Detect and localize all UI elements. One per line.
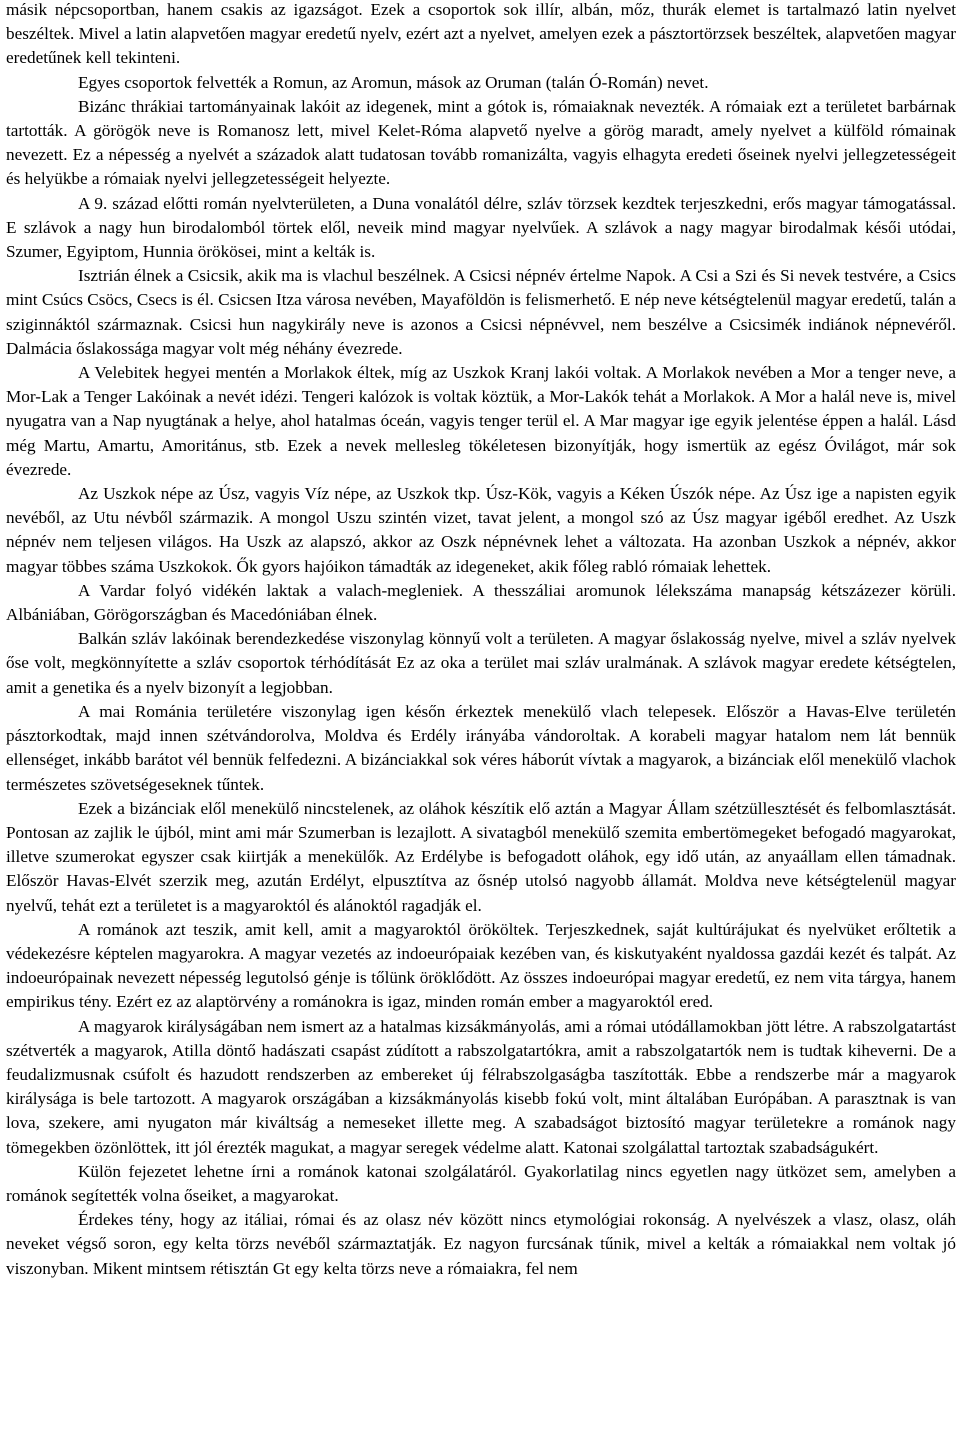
paragraph: Ezek a bizánciak elől menekülő nincstelenek, az oláhok készítik elő aztán a Magyar Állam szétzüllesztését és felbomlasztását. Pontosan az zajlik le újból, mint ami már Szumerban is lezajlott. A sivatagból menekülő szemita embertömegeket befogadó magyarokat, illetve szumerokat egyszer csak kiirtják a menekülők. Az Erdélybe is befogadott oláhok, egy idő után, az anyaállam ellen támadnak. Először Havas-Elvét szerzik meg, azután Erdélyt, elpusztítva az ősnép utolsó nagyobb államát. Moldva neve kétségtelenül magyar nyelvű, tehát ezt a területet is a magyaroktól és alánoktól ragadják el. bbox=[6, 798, 956, 915]
paragraph: Balkán szláv lakóinak berendezkedése viszonylag könnyű volt a területen. A magyar őslakosság nyelve, mivel a szláv nyelvek őse volt, megkönnyítette a szláv csoportok térhódítását Ez az oka a terület mai szláv uralmának. A szlávok magyar eredete kétségtelen, amit a genetika és a nyelv bizonyít a legjobban. bbox=[6, 629, 956, 697]
paragraph: A mai Románia területére viszonylag igen későn érkeztek menekülő vlach telepesek. Először a Havas-Elve területén pásztorkodtak, majd innen szétvándorolva, Moldva és Erdély irányába vándoroltak. A korabeli magyar hatalom nem lát bennük ellenséget, inkább barátot vél bennük felfedezni. A bizánciakkal sok véres háborút vívtak a magyarok, a bizánciak elől menekülő vlachok természetes szövetségeseknek tűntek. bbox=[6, 701, 956, 794]
document-page bbox=[6, 0, 956, 1281]
paragraph: Külön fejezetet lehetne írni a románok katonai szolgálatáról. Gyakorlatilag nincs egyetlen nagy ütközet sem, amelyben a románok segítették volna őseiket, a magyarokat. bbox=[6, 1161, 956, 1205]
paragraph: Egyes csoportok felvették a Romun, az Aromun, mások az Oruman (talán Ó-Román) nevet. bbox=[78, 72, 709, 92]
paragraph: Az Uszkok népe az Úsz, vagyis Víz népe, az Uszkok tkp. Úsz-Kök, vagyis a Kéken Úszók népe. Az Úsz ige a napisten egyik nevéből, az Utu névből származik. A mongol Uszu szintén vizet, tavat jelent, a mongol szó az Úsz magyar igéből eredhet. Az Uszk népnév nem teljesen világos. Ha Uszk az alapszó, akkor az Oszk népnévnek lehet a változata. Ha azonban Uszkok a népnév, akkor magyar többes száma Uszkokok. Ők gyors hajóikon támadták az idegeneket, akik főleg rabló rómaiak lehettek. bbox=[6, 484, 956, 576]
paragraph: Bizánc thrákiai tartományainak lakóit az idegenek, mint a gótok is, rómaiaknak nevezték. A rómaiak ezt a területet barbárnak tartották. A görögök neve is Romanosz lett, mivel Kelet-Róma alapvető nyelve a görög maradt, amely nyelvet a külföld rómainak nevezett. Ez a népesség a nyelvét a századok alatt tudatosan tovább romanizálta, vagyis elhagyta eredeti őseinek nyelvi jellegzetességeit és helyükbe a rómaiak nyelvi jellegzetességeit helyezte. bbox=[6, 96, 956, 189]
paragraph: A magyarok királyságában nem ismert az a hatalmas kizsákmányolás, ami a római utódállamokban jött létre. A rabszolgatartást szétverték a magyarok, Atilla döntő hadászati csapást zúdított a rabszolgatartókra, amit a rabszolgatartók nem is tudtak kiheverni. De a feudalizmusnak csúfolt és hazudott rendszerben az embereket új félrabszolgaságba taszították. Ebbe a rendszerbe már a magyarok királysága is bele tartozott. A magyarok országában a kizsákmányolás kisebb fokú volt, mint általában Európában. A parasztnak is van lova, szekere, ami nyugaton már kiváltság a nemeseket illette meg. A szabadságot biztosító magyar területekre a románok nagy tömegekben özönlöttek, itt jól érezték magukat, a magyar seregek védelme alatt. Katonai szolgálattal tartoztak szabadságukért. bbox=[6, 1016, 956, 1157]
paragraph: A románok azt teszik, amit kell, amit a magyaroktól örököltek. Terjeszkednek, saját kultúrájukat és nyelvüket erőltetik a védekezésre képtelen magyarokra. A magyar vezetés az indoeurópaiak kezében van, és kiskutyaként nyaldossa gazdái kezét és talpát. Az indoeurópainak nevezett népesség legutolsó génje is tőlünk öröklődött. Az összes indoeurópai magyar eredetű, ez nem vita tárgya, hanem empirikus tény. Ezért ez az alaptörvény a románokra is igaz, minden román ember a magyaroktól ered. bbox=[6, 919, 956, 1012]
paragraph: Isztrián élnek a Csicsik, akik ma is vlachul beszélnek. A Csicsi népnév értelme Napok. A Csi a Szi és Si nevek testvére, a Csics mint Csúcs Csöcs, Csecs is él. Csicsen Itza városa nevében, Mayaföldön is felismerhető. E nép neve kétségtelenül magyar eredetű, talán a sziginnáktól származnak. Csicsi hun nagykirály neve is azonos a Csicsi népnévvel, nem beszélve a Csicsimék indiánok népnevéről. Dalmácia őslakossága magyar volt még néhány évezrede. bbox=[6, 266, 956, 358]
paragraph: A 9. század előtti román nyelvterületen, a Duna vonalától délre, szláv törzsek kezdtek terjeszkedni, erős magyar támogatással. E szlávok a nagy hun birodalomból törtek elől, neveik mind magyar nyelvűek. A szlávok a nagy magyar birodalmak késői utódai, Szumer, Egyiptom, Hunnia örökösei, mint a kelták is. bbox=[6, 193, 956, 262]
paragraph: másik népcsoportban, hanem csakis az igazságot. Ezek a csoportok sok illír, albán, mőz, thurák elemet is tartalmazó latin nyelvet beszéltek. Mivel a latin alapvetően magyar eredetű nyelv, ezért azt a nyelvet, amelyen ezek a pásztortörzsek beszéltek, alapvetően magyar eredetűnek kell tekinteni. bbox=[6, 0, 956, 68]
paragraph: Érdekes tény, hogy az itáliai, római és az olasz név között nincs etymológiai rokonság. A nyelvészek a vlasz, olasz, oláh neveket végső soron, egy kelta törzs nevéből származtatják. Ez nagyon furcsának tűnik, mivel a kelták a rómaiakkal nem voltak jó viszonyban. Mikent mintsem rétisztán Gt egy kelta törzs neve a rómaiakra, fel nem bbox=[6, 1210, 956, 1278]
paragraph: A Vardar folyó vidékén laktak a valach-megleniek. A thesszáliai aromunok lélekszáma manapság kétszázezer körüli. Albániában, Görögországban és Macedóniában élnek. bbox=[6, 580, 956, 625]
paragraph: A Velebitek hegyei mentén a Morlakok éltek, míg az Uszkok Kranj lakói voltak. A Morlakok nevében a Mor a tenger neve, a Mor-Lak a Tenger Lakóinak a nevét idézi. Tengeri kalózok is voltak köztük, a Mor-Lakók tehát a Morlakok. A Mor a halál neve is, mivel nyugatra van a Nap nyugtának a helye, ahol hatalmas óceán, vagyis tenger terül el. A Mar magyar ige egyik jelentése éppen a halál. Lásd még Martu, Amartu, Amoritánus, stb. Ezek a nevek mellesleg tökéletesen bizonyítják, hogy ismertük az egész Óvilágot, már sok évezrede. bbox=[6, 363, 956, 479]
